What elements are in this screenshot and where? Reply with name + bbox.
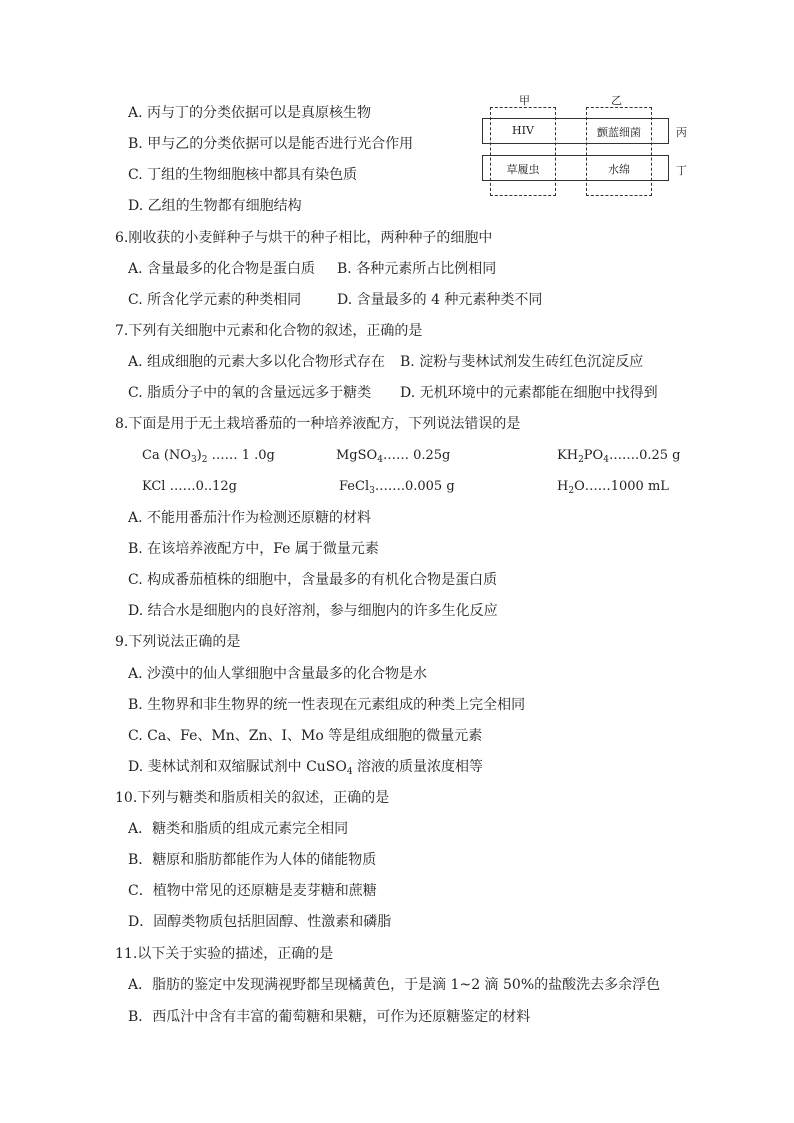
q9-option-d: D. 斐林试剂和双缩脲试剂中 CuSO$_4$ 溶液的质量浓度相等 — [128, 759, 484, 777]
q6-option-d: D. 含量最多的 4 种元素种类不同 — [337, 292, 543, 308]
q5-option-c: C. 丁组的生物细胞核中都具有染色质 — [128, 167, 358, 183]
q7-stem: 7.下列有关细胞中元素和化合物的叙述，正确的是 — [115, 323, 423, 339]
q8-option-b: B. 在该培养液配方中，Fe 属于微量元素 — [128, 541, 379, 557]
nutrient-magnesium-sulfate: MgSO$_4$…… 0.25g — [336, 448, 451, 465]
diagram-cell-hiv: HIV — [512, 124, 534, 137]
q11-option-a: A．脂肪的鉴定中发现满视野都呈现橘黄色，于是滴 1~2 滴 50%的盐酸洗去多余浮色 — [128, 977, 661, 993]
q10-option-b: B．糖原和脂肪都能作为人体的储能物质 — [128, 852, 377, 868]
diagram-cell-cyanobacteria: 颤蓝细菌 — [597, 126, 641, 139]
q6-option-c: C. 所含化学元素的种类相同 — [128, 292, 302, 308]
diagram-cell-paramecium: 草履虫 — [506, 163, 540, 176]
q9-option-c: C. Ca、Fe、Mn、Zn、I、Mo 等是组成细胞的微量元素 — [128, 728, 483, 744]
q5-option-d: D. 乙组的生物都有细胞结构 — [128, 198, 302, 214]
q7-option-d: D. 无机环境中的元素都能在细胞中找得到 — [400, 385, 658, 401]
diagram-row-ding: 丁 — [676, 164, 687, 177]
q9-option-b: B. 生物界和非生物界的统一性表现在元素组成的种类上完全相同 — [128, 697, 526, 713]
diagram-cell-spirogyra: 水绵 — [608, 163, 630, 176]
q8-option-a: A. 不能用番茄汁作为检测还原糖的材料 — [128, 510, 372, 526]
diagram-col-yi: 乙 — [611, 94, 622, 107]
nutrient-calcium-nitrate: Ca $(NO_3)_2$ …… 1 .0g — [142, 448, 275, 465]
classification-diagram — [478, 90, 698, 200]
q10-option-a: A．糖类和脂质的组成元素完全相同 — [128, 821, 349, 837]
q6-option-a: A. 含量最多的化合物是蛋白质 — [128, 261, 316, 277]
q11-stem: 11.以下关于实验的描述，正确的是 — [115, 946, 334, 962]
q7-option-c: C. 脂质分子中的氧的含量远远多于糖类 — [128, 385, 372, 401]
q6-option-b: B. 各种元素所占比例相同 — [337, 261, 497, 277]
q9-option-a: A. 沙漠中的仙人掌细胞中含量最多的化合物是水 — [128, 666, 428, 682]
q7-option-b: B. 淀粉与斐林试剂发生砖红色沉淀反应 — [400, 354, 644, 370]
q8-option-d: D. 结合水是细胞内的良好溶剂，参与细胞内的许多生化反应 — [128, 603, 498, 619]
nutrient-potassium-phosphate: $KH_2PO_4\dots\dots.0.25$ g — [557, 448, 681, 465]
q5-option-b: B. 甲与乙的分类依据可以是能否进行光合作用 — [128, 136, 414, 152]
q9-stem: 9.下列说法正确的是 — [115, 634, 241, 650]
q10-stem: 10.下列与糖类和脂质相关的叙述，正确的是 — [115, 790, 390, 806]
diagram-col-jia: 甲 — [519, 94, 530, 107]
q7-option-a: A. 组成细胞的元素大多以化合物形式存在 — [128, 354, 386, 370]
q11-option-b: B．西瓜汁中含有丰富的葡萄糖和果糖，可作为还原糖鉴定的材料 — [128, 1009, 531, 1025]
q10-option-c: C．植物中常见的还原糖是麦芽糖和蔗糖 — [128, 883, 377, 899]
diagram-row-bing: 丙 — [676, 126, 687, 139]
nutrient-water: $H_2O\dots\dots 1000$ mL — [557, 479, 669, 496]
nutrient-potassium-chloride: KCl ……0..12g — [142, 479, 237, 494]
q6-stem: 6.刚收获的小麦鲜种子与烘干的种子相比，两种种子的细胞中 — [115, 230, 493, 246]
q10-option-d: D．固醇类物质包括胆固醇、性激素和磷脂 — [128, 914, 392, 930]
q8-stem: 8.下面是用于无土栽培番茄的一种培养液配方，下列说法错误的是 — [115, 416, 521, 432]
nutrient-ferric-chloride: FeCl$_3$…….0.005 g — [339, 479, 455, 496]
q5-option-a: A. 丙与丁的分类依据可以是真原核生物 — [128, 105, 372, 121]
q8-option-c: C. 构成番茄植株的细胞中，含量最多的有机化合物是蛋白质 — [128, 572, 498, 588]
